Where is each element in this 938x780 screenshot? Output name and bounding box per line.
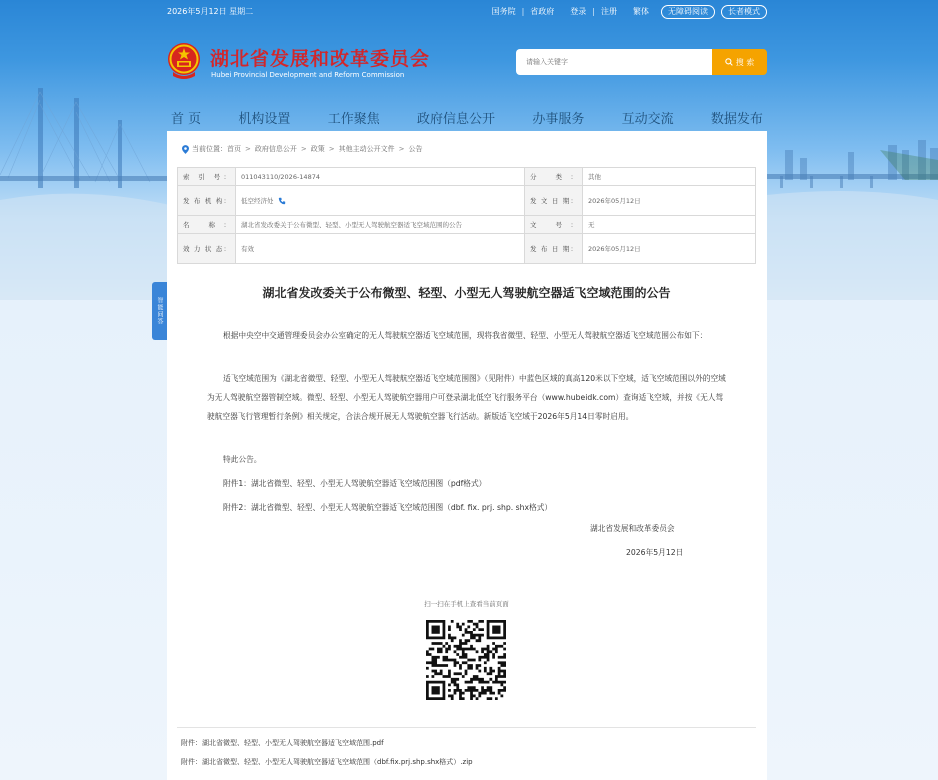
search-button[interactable] xyxy=(712,49,767,75)
article-title: 湖北省发改委关于公布微型、轻型、小型无人驾驶航空器适飞空域范围的公告 xyxy=(262,286,671,300)
doc-no-label: 文 号： xyxy=(525,216,583,234)
article-paragraph: 根据中央空中交通管理委员会办公室确定的无人驾驶航空器适飞空域范围，现将我省微型、轻型、小型无人驾驶航空器适飞空域范围公布如下： xyxy=(223,331,708,340)
breadcrumb-policy[interactable]: 政策 xyxy=(310,145,325,153)
issuer-cell xyxy=(236,186,525,216)
article-signer: 湖北省发展和改革委员会 xyxy=(590,524,675,533)
breadcrumb-separator: > xyxy=(300,145,307,153)
attachment-link-pdf[interactable]: 湖北省微型、轻型、小型无人驾驶航空器适飞空域范围.pdf xyxy=(202,739,384,747)
issue-date-label: 发 文 日 期： xyxy=(525,186,583,216)
article-paragraph: 适飞空域范围为《湖北省微型、轻型、小型无人驾驶航空器适飞空域范围图》（见附件）中蓝色区域的真高120米以下空域，适飞空域范围以外的空域为无人驾驶航空器管制空域。微型、轻型、小型无人驾驶航空器用户可登录湖北低空飞行服务平台（www.hubeidk.com）查询适飞空域，并按《无人驾驶航空器飞行管理暂行条例》相关规定，合法合规开展无人驾驶航空器飞行活动。新版适飞空域于2026年5月14日零时启用。 xyxy=(207,374,726,421)
divider xyxy=(177,727,756,728)
link-traditional[interactable]: 繁体 xyxy=(633,7,649,16)
status-label: 效 力 状 态： xyxy=(178,234,236,264)
publish-date-value: 2026年05月12日 xyxy=(583,234,756,264)
issue-date-value: 2026年05月12日 xyxy=(583,186,756,216)
breadcrumb-separator: > xyxy=(245,145,251,153)
qr-label: 扫一扫在手机上查看当前页面 xyxy=(424,600,509,608)
link-register[interactable]: 注册 xyxy=(601,7,617,16)
issuer-value: 低空经济处 xyxy=(241,197,274,205)
smart-qa-tab[interactable]: 智能问答 xyxy=(152,282,167,340)
separator: | xyxy=(521,7,525,16)
index-value: 011043110/2026-14874 xyxy=(236,168,525,186)
publish-date-label: 发 布 日 期： xyxy=(525,234,583,264)
name-value: 湖北省发改委关于公布微型、轻型、小型无人驾驶航空器适飞空域范围的公告 xyxy=(236,216,525,234)
barrier-free-button[interactable]: 无障碍阅读 xyxy=(661,5,715,19)
breadcrumb-prefix: 当前位置： xyxy=(192,145,227,153)
nav-interaction[interactable]: 互动交流 xyxy=(621,111,674,127)
separator: | xyxy=(592,7,595,16)
link-national[interactable]: 国务院 xyxy=(491,7,516,16)
search-icon xyxy=(725,58,733,66)
name-label: 名 称： xyxy=(178,216,236,234)
breadcrumb-separator: > xyxy=(398,145,405,153)
category-label: 分 类： xyxy=(525,168,583,186)
article-attachment-note: 附件1：湖北省微型、轻型、小型无人驾驶航空器适飞空域范围图（pdf格式） xyxy=(223,479,487,488)
document-info-table xyxy=(177,167,756,264)
breadcrumb-separator: > xyxy=(328,145,335,153)
site-subtitle: Hubei Provincial Development and Reform Commission xyxy=(211,71,405,79)
article-sign-date: 2026年5月12日 xyxy=(626,548,684,557)
current-date: 2026年5月12日 星期二 xyxy=(167,7,254,16)
index-label: 索 引 号： xyxy=(178,168,236,186)
issuer-label: 发 布 机 构： xyxy=(178,186,236,216)
qr-code-icon xyxy=(426,620,506,700)
article-attachment-note: 附件2：湖北省微型、轻型、小型无人驾驶航空器适飞空域范围图（dbf. fix. prj. shp. shx格式） xyxy=(223,503,553,512)
nav-work-focus[interactable]: 工作聚焦 xyxy=(327,111,380,127)
attachment-link-zip[interactable]: 湖北省微型、轻型、小型无人驾驶航空器适飞空域范围（dbf.fix.prj.shp.shx格式）.zip xyxy=(202,758,473,766)
site-title: 湖北省发展和改革委员会 xyxy=(210,48,431,70)
article-paragraph: 特此公告。 xyxy=(223,455,262,464)
national-emblem-icon xyxy=(167,42,201,80)
search-input[interactable] xyxy=(516,49,712,75)
attachment-item xyxy=(181,757,473,767)
nav-organization[interactable]: 机构设置 xyxy=(238,111,291,127)
link-province[interactable]: 省政府 xyxy=(530,7,555,16)
elderly-mode-button[interactable]: 长者模式 xyxy=(721,5,767,19)
breadcrumb-gov-info[interactable]: 政府信息公开 xyxy=(254,145,297,153)
attachment-prefix: 附件： xyxy=(181,758,202,766)
attachment-item xyxy=(181,738,384,748)
category-value: 其他 xyxy=(583,168,756,186)
breadcrumb-home[interactable]: 首页 xyxy=(227,145,241,153)
doc-no-value: 无 xyxy=(583,216,756,234)
top-links xyxy=(486,0,767,24)
nav-data[interactable]: 数据发布 xyxy=(710,111,763,127)
phone-icon[interactable] xyxy=(278,197,286,205)
breadcrumb xyxy=(182,144,423,154)
breadcrumb-notice[interactable]: 公告 xyxy=(408,145,423,153)
status-value: 有效 xyxy=(236,234,525,264)
breadcrumb-other-files[interactable]: 其他主动公开文件 xyxy=(338,145,395,153)
main-nav xyxy=(167,103,767,131)
search-button-label: 搜 索 xyxy=(735,57,755,67)
link-login[interactable]: 登录 xyxy=(570,7,587,16)
attachment-prefix: 附件： xyxy=(181,739,202,747)
nav-gov-info[interactable]: 政府信息公开 xyxy=(417,111,496,127)
nav-services[interactable]: 办事服务 xyxy=(532,111,585,127)
location-pin-icon xyxy=(182,145,189,154)
top-bar xyxy=(167,0,767,24)
nav-home[interactable]: 首 页 xyxy=(171,111,202,127)
